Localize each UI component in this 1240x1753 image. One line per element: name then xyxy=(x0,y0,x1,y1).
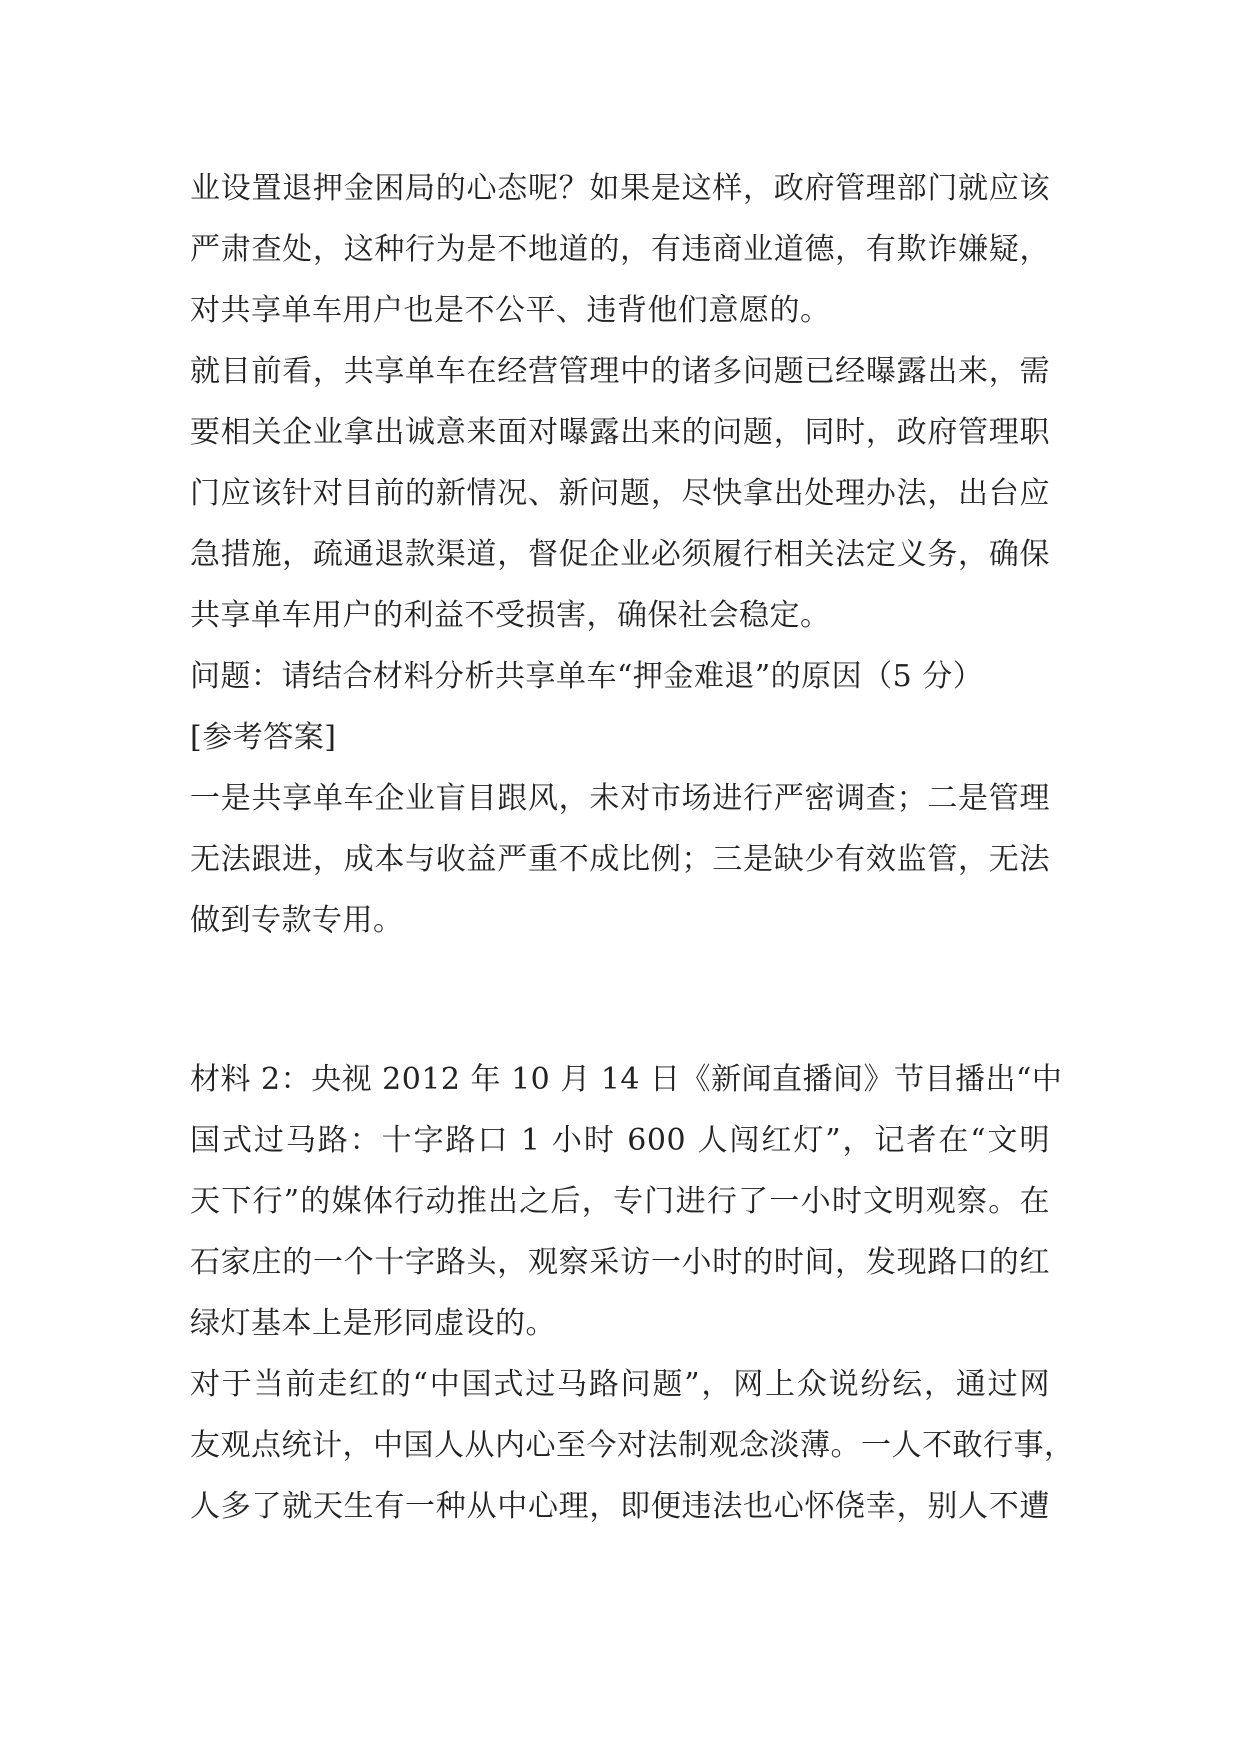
document-body xyxy=(190,158,1075,1537)
text-line: 对共享单车用户也是不公平、违背他们意愿的。 xyxy=(190,293,831,328)
text-line: 人多了就天生有一种从中心理，即便违法也心怀侥幸，别人不遭 xyxy=(190,1489,1050,1524)
paragraph-block-shared-bikes xyxy=(190,158,1050,951)
text-line: 友观点统计，中国人从内心至今对法制观念淡薄。一人不敢行事， xyxy=(190,1428,1075,1463)
answer-heading: [参考答案] xyxy=(190,720,337,755)
text-line: 急措施，疏通退款渠道，督促企业必须履行相关法定义务，确保 xyxy=(190,537,1050,572)
text-line: 严肃查处，这种行为是不地道的，有违商业道德，有欺诈嫌疑， xyxy=(190,232,1050,267)
text-line: 共享单车用户的利益不受损害，确保社会稳定。 xyxy=(190,598,831,633)
text-line: 国式过马路：十字路口 1 小时 600 人闯红灯”，记者在“文明 xyxy=(190,1123,1050,1158)
text-line: 对于当前走红的“中国式过马路问题”，网上众说纷纭，通过网 xyxy=(190,1367,1050,1402)
text-line: 石家庄的一个十字路头，观察采访一小时的时间，发现路口的红 xyxy=(190,1245,1050,1280)
text-line: 绿灯基本上是形同虚设的。 xyxy=(190,1306,556,1341)
answer-line: 一是共享单车企业盲目跟风，未对市场进行严密调查；二是管理 xyxy=(190,781,1050,816)
paragraph-gap xyxy=(190,951,1050,1049)
text-line: 天下行”的媒体行动推出之后，专门进行了一小时文明观察。在 xyxy=(190,1184,1050,1219)
text-line: 就目前看，共享单车在经营管理中的诸多问题已经曝露出来，需 xyxy=(190,354,1050,389)
text-line: 要相关企业拿出诚意来面对曝露出来的问题，同时，政府管理职 xyxy=(190,415,1050,450)
text-line: 材料 2：央视 2012 年 10 月 14 日《新闻直播间》节目播出“中 xyxy=(190,1062,1063,1097)
text-line: 业设置退押金困局的心态呢？如果是这样，政府管理部门就应该 xyxy=(190,171,1050,206)
question-line: 问题：请结合材料分析共享单车“押金难退”的原因（5 分） xyxy=(190,659,984,694)
paragraph-block-material-2 xyxy=(190,1049,1075,1537)
text-line: 门应该针对目前的新情况、新问题，尽快拿出处理办法，出台应 xyxy=(190,476,1050,511)
answer-line: 无法跟进，成本与收益严重不成比例；三是缺少有效监管，无法 xyxy=(190,842,1050,877)
answer-line: 做到专款专用。 xyxy=(190,903,404,938)
